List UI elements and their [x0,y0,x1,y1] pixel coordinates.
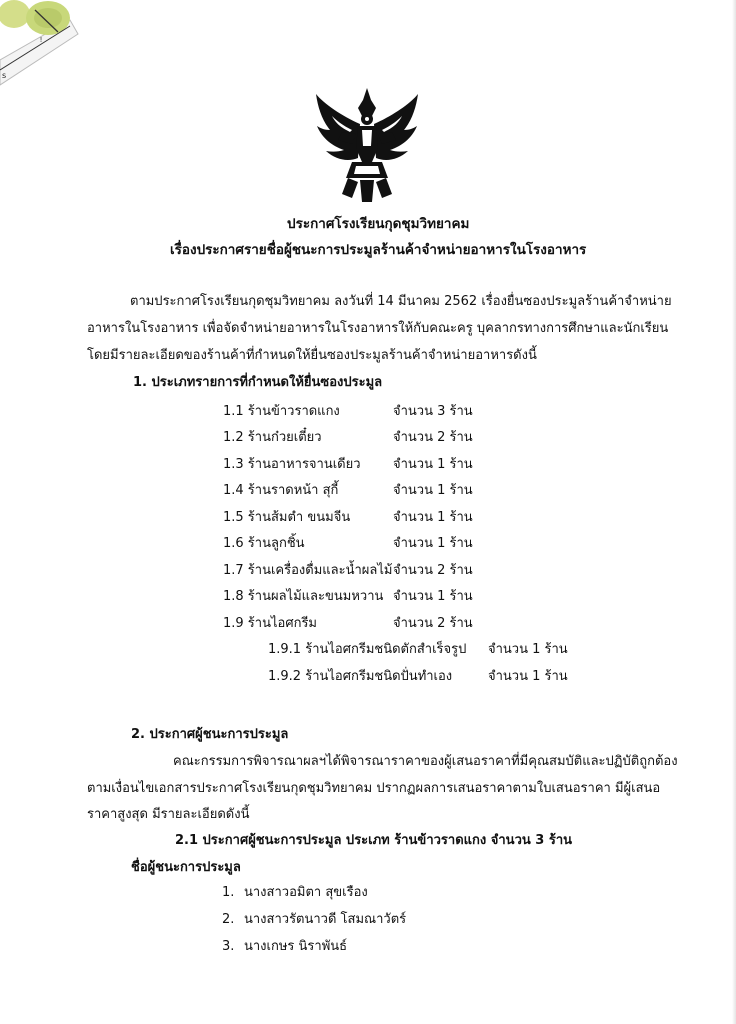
section-2-para-line-3: ราคาสูงสุด มีรายละเอียดดังนี้ [87,807,250,822]
list-item-count: จำนวน 3 ร้าน [393,404,473,419]
list-item [223,562,473,580]
winner-item [222,884,368,902]
list-item-count: จำนวน 1 ร้าน [393,483,473,498]
intro-line-3: โดยมีรายละเอียดของร้านค้าที่กำหนดให้ยื่นซองประมูลร้านค้าจำหน่ายอาหารดังนี้ [87,348,537,363]
winner-item [222,911,406,929]
list-item [223,456,473,474]
winner-item [222,938,347,956]
section-2-para-line-1: คณะกรรมการพิจารณาผลฯได้พิจารณาราคาของผู้เสนอราคาที่มีคุณสมบัติและปฏิบัติถูกต้อง [173,754,678,769]
sub-list-item-name: 1.9.2 ร้านไอศกรีมชนิดปั่นทำเอง [268,669,453,684]
winner-name: นางสาวอมิตา สุขเรือง [244,885,368,900]
winner-number: 3. [222,939,235,954]
intro-line-1: ตามประกาศโรงเรียนกุดชุมวิทยาคม ลงวันที่ 14 มีนาคม 2562 เรื่องยื่นซองประมูลร้านค้าจำหน่าย [130,294,672,309]
list-item [223,509,473,527]
winners-label: ชื่อผู้ชนะการประมูล [131,860,241,875]
section-2-para-line-2: ตามเงื่อนไขเอกสารประกาศโรงเรียนกุดชุมวิทยาคม ปรากฏผลการเสนอราคาตามใบเสนอราคา มีผู้เสนอ [87,781,661,796]
sub-list-item [268,668,568,686]
list-item-name: 1.8 ร้านผลไม้และขนมหวาน [223,589,384,604]
corner-stamp-icon [0,0,90,95]
document-title: ประกาศโรงเรียนกุดชุมวิทยาคม [287,216,470,232]
sub-list-item-count: จำนวน 1 ร้าน [488,669,568,684]
list-item [223,482,473,500]
list-item [223,535,473,553]
list-item-count: จำนวน 2 ร้าน [393,616,473,631]
sub-list-item-count: จำนวน 1 ร้าน [488,642,568,657]
winner-name: นางสาวรัตนาวดี โสมณาวัตร์ [244,912,407,927]
list-item-count: จำนวน 1 ร้าน [393,536,473,551]
list-item-name: 1.6 ร้านลูกชิ้น [223,536,305,551]
list-item-count: จำนวน 1 ร้าน [393,510,473,525]
list-item [223,588,473,606]
list-item-name: 1.1 ร้านข้าวราดแกง [223,404,340,419]
list-item-count: จำนวน 1 ร้าน [393,457,473,472]
list-item-count: จำนวน 2 ร้าน [393,430,473,445]
list-item [223,429,473,447]
list-item-name: 1.2 ร้านก๋วยเตี๋ยว [223,430,322,445]
list-item-name: 1.3 ร้านอาหารจานเดียว [223,457,361,472]
sub-list-item-name: 1.9.1 ร้านไอศกรีมชนิดตักสำเร็จรูป [268,642,467,657]
list-item [223,615,473,633]
page-edge-shadow [732,0,736,1024]
svg-text:s: s [2,71,7,80]
list-item-name: 1.4 ร้านราดหน้า สุกี้ [223,483,339,498]
winner-number: 1. [222,885,235,900]
list-item-name: 1.7 ร้านเครื่องดื่มและน้ำผลไม้ [223,563,393,578]
winner-name: นางเกษร นิราพันธ์ [244,939,348,954]
svg-text:ǃ: ǃ [40,36,43,44]
list-item-name: 1.5 ร้านส้มตำ ขนมจีน [223,510,351,525]
garuda-emblem-icon [312,86,422,204]
document-subject: เรื่องประกาศรายชื่อผู้ชนะการประมูลร้านค้าจำหน่ายอาหารในโรงอาหาร [170,242,587,258]
winner-number: 2. [222,912,235,927]
section-1-heading: 1. ประเภทรายการที่กำหนดให้ยื่นซองประมูล [133,375,383,390]
list-item [223,403,473,421]
section-2-heading: 2. ประกาศผู้ชนะการประมูล [131,727,289,742]
list-item-count: จำนวน 2 ร้าน [393,563,473,578]
intro-line-2: อาหารในโรงอาหาร เพื่อจัดจำหน่ายอาหารในโรงอาหารให้กับคณะครู บุคลากรทางการศึกษาและนักเรียน [87,321,669,336]
sub-list-item [268,641,568,659]
section-2-1-heading: 2.1 ประกาศผู้ชนะการประมูล ประเภท ร้านข้าวราดแกง จำนวน 3 ร้าน [175,833,573,848]
list-item-name: 1.9 ร้านไอศกรีม [223,616,317,631]
list-item-count: จำนวน 1 ร้าน [393,589,473,604]
